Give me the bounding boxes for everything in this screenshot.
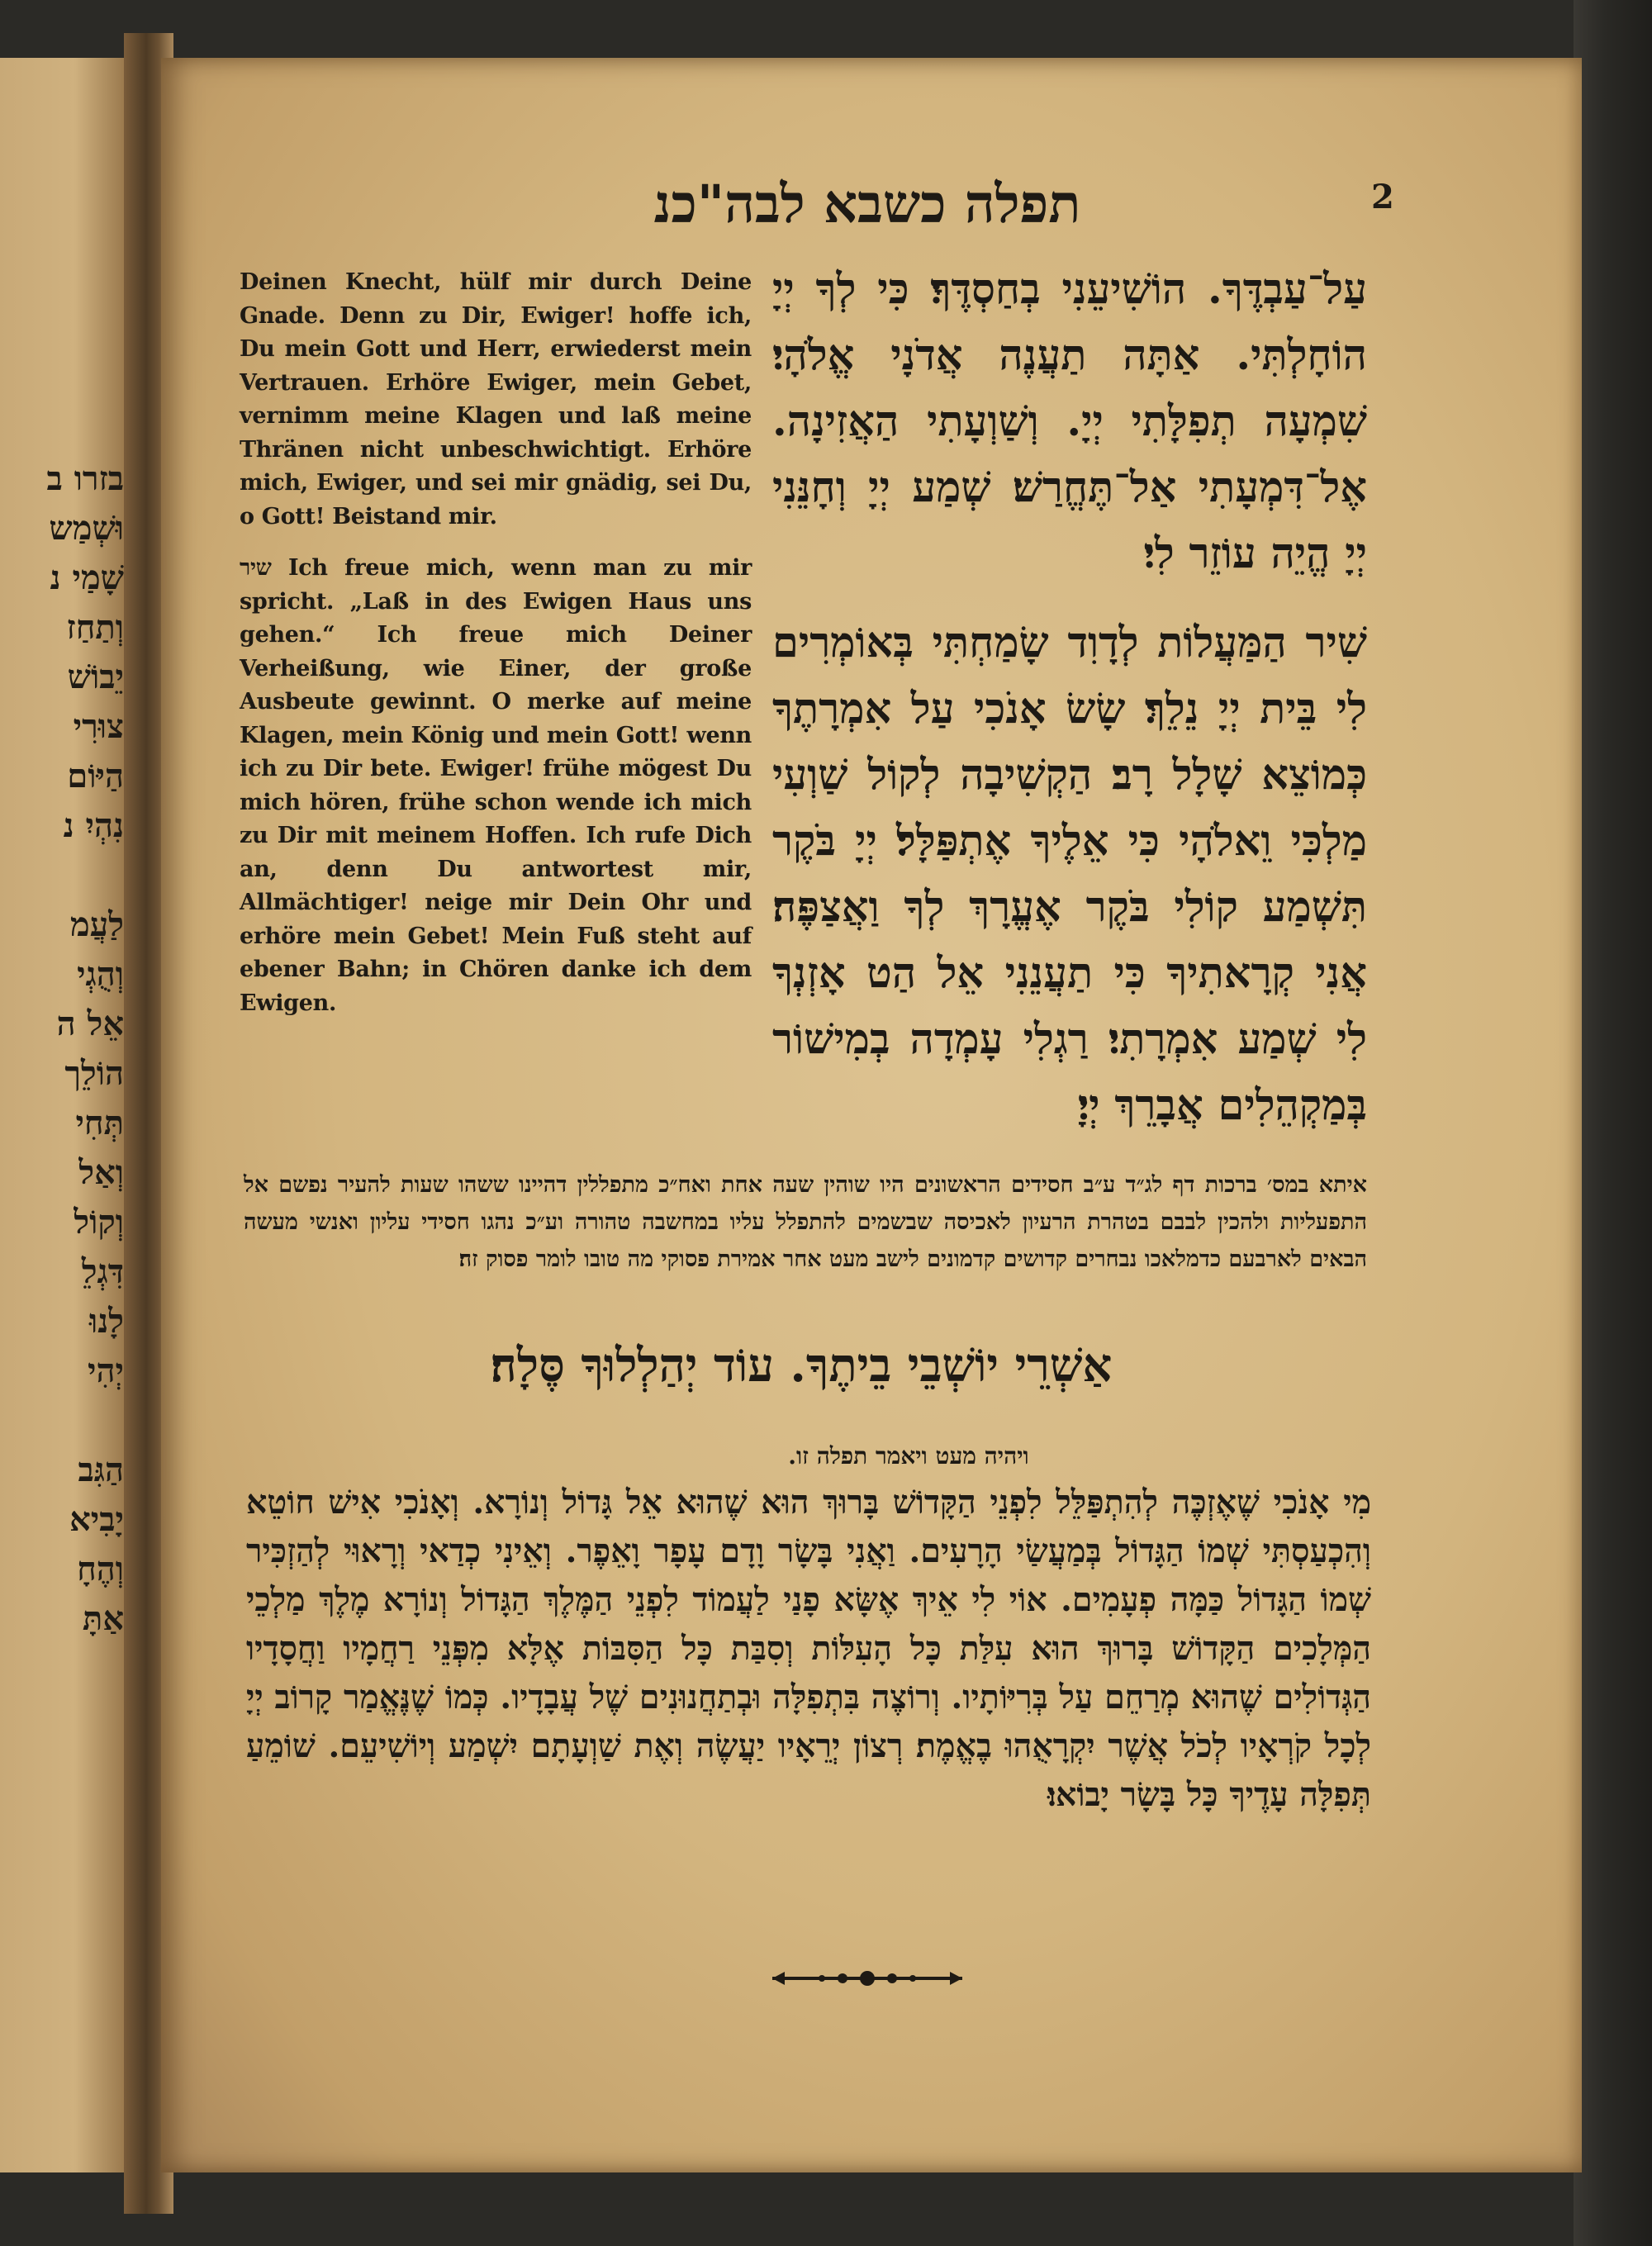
german-translation-column [240, 266, 752, 1020]
left-page-fragment: יָבִיא [69, 1500, 124, 1539]
left-page-text-fragments [0, 454, 124, 1644]
prayer-paragraph: מִי אָנֹכִי שֶׁאֶזְכֶּה לְהִתְפַּלֵּל לִפְנֵי הַקָּדוֹשׁ בָּרוּךְ הוּא שֶׁהוּא אֵל גָּדוֹל וְנוֹרָא. וְאָנֹכִי אִישׁ חוֹטֵא וְהִכְעַסְתִּי שְׁמוֹ הַגָּדוֹל בְּמַעֲשַׂי הָרָעִים. וַאֲנִי בָּשָׂר וָדָם עָפָר וָאֵפֶר. וְאֵינִי כְדַאי וְרָאוּי לְהַזְכִּיר שְׁמוֹ הַגָּדוֹל כַּמָּה פְעָמִים. אוֹי לִי אֵיךְ אֶשָּׂא פָנַי לַעֲמוֹד לִפְנֵי הַמֶּלֶךְ הַגָּדוֹל וְנוֹרָא מֶלֶךְ מַלְכֵי הַמְּלָכִים הַקָּדוֹשׁ בָּרוּךְ הוּא עִלַּת כָּל הָעִלּוֹת וְסִבַּת כָּל הַסִּבּוֹת אֶלָּא מִפְּנֵי רַחֲמָיו וַחֲסָדָיו הַגְּדוֹלִים שֶׁהוּא מְרַחֵם עַל בְּרִיּוֹתָיו. וְרוֹצֶה בִּתְפִלָּה וּבְתַחֲנוּנִים שֶׁל עֲבָדָיו. כְּמוֹ שֶׁנֶּאֱמַר קָרוֹב יְיָ לְכָל קֹרְאָיו לְכֹל אֲשֶׁר יִקְרָאֻהוּ בֶאֱמֶת׃ רְצוֹן יְרֵאָיו יַעֲשֶׂה וְאֶת שַׁוְעָתָם יִשְׁמַע וְיוֹשִׁיעֵם. שׁוֹמֵעַ תְּפִלָּה עָדֶיךָ כָּל בָּשָׂר יָבוֹאוּ׃ [246, 1484, 1371, 1814]
left-page-fragment: הוֹלֵך [64, 1054, 124, 1093]
left-page-fragment: אֵל ה [56, 1004, 124, 1043]
left-page-fragment: דִּגְלֵ [81, 1252, 124, 1291]
left-page-fragment [0, 851, 124, 900]
left-page-fragment: לָנוּ [89, 1302, 124, 1341]
left-page-fragment: אַתָּ [82, 1599, 124, 1638]
left-page-fragment: הַיּוֹם [67, 757, 124, 795]
left-page-fragment: בזרו ב [46, 459, 124, 498]
german-paragraph-2: שיר Ich freue mich, wenn man zu mir spricht. „Laß in des Ewigen Haus uns gehen.“ Ich freue mich Deiner Verheißung, wie Einer, der große Ausbeute gewinnt. O merke auf meine Klagen, mein König und mein Gott! wenn ich zu Dir bete. Ewiger! frühe mögest Du mich hören, frühe schon wende ich mich zu Dir mit meinem Hoffen. Ich rufe Dich an, denn Du antwortest mir, Allmächtiger! neige mir Dein Ohr und erhöre mein Gebet! Mein Fuß steht auf ebener Bahn; in Chören danke ich dem Ewigen. [240, 555, 752, 1016]
ornament-divider [768, 1962, 966, 1995]
page-number: 2 [1371, 178, 1394, 216]
left-page-fragment: יֵבוֹשׁ [67, 658, 124, 696]
left-page-fragment: הַגִּב [78, 1451, 124, 1489]
left-page [0, 58, 124, 2172]
left-page-fragment: וּשְׁמַש [49, 509, 124, 548]
left-page-fragment: וְהֶחָ [77, 1550, 124, 1588]
instruction-line: ויהיה מעט ויאמר תפלה זו. [788, 1442, 1029, 1470]
running-title: תפלה כשבא לבה"כנ [653, 173, 1081, 235]
hebrew-psalm-column [772, 256, 1367, 1138]
rashi-script-note: איתא במס׳ ברכות דף לג״ד ע״ב חסידים הראשונים היו שוהין שעה אחת ואח״כ מתפללין דהיינו ששהו שעות להעיר נפשם אל התפעליות ולהכין לבבם בטהרת הרעיון לאכיסה שבשמים להתפלל עליו במחשבה טהורה וע״כ נהגו חסידי עליון ואנשי מעשה הבאים לארבעם כדמלאכו נבחרים קדושים קדמונים לישב מעט אחר אמירת פסוקי מה טובו לומר פסוק זה׃ [244, 1172, 1367, 1272]
left-page-fragment: צוּרִי [73, 707, 124, 746]
ashrei-verse: אַשְׁרֵי יוֹשְׁבֵי בֵיתֶךָ. עוֹד יְהַלְלוּךָ סֶּלָה׃ [490, 1338, 1113, 1393]
left-page-fragment: וְתַחַז [66, 608, 124, 647]
left-page-fragment: יְהִי [88, 1351, 124, 1390]
left-page-fragment: וְקוֹל [74, 1203, 124, 1242]
book-cover-edge [1574, 0, 1652, 2246]
left-page-fragment: שָׁמַי נ [50, 558, 124, 597]
left-page-fragment: לַעֲמ [69, 905, 124, 944]
left-page-fragment: תְּחִי [75, 1104, 124, 1142]
left-page-fragment [0, 1396, 124, 1446]
hebrew-paragraph-1: עַל־עַבְדֶּךָ. הוֹשִׁיעֵנִי בְחַסְדֶּךָ׃ כִּי לְךָ יְיָ הוֹחָלְתִּי. אַתָּה תַעֲנֶה אֲדֹנָי אֱלֹהָי׃ שִׁמְעָה תְפִלָּתִי יְיָ. וְשַׁוְעָתִי הַאֲזִינָה. אֶל־דִּמְעָתִי אַל־תֶּחֱרַשׁ׃ שְׁמַע יְיָ וְחָנֵּנִי יְיָ הֱיֵה עוֹזֵר לִי׃ [772, 264, 1367, 578]
german-paragraph-1: Deinen Knecht, hülf mir durch Deine Gnade. Denn zu Dir, Ewiger! hoffe ich, Du mein Gott und Herr, erwiederst mein Vertrauen. Erhöre Ewiger, mein Gebet, vernimm meine Klagen und laß meine Thränen nicht unbeschwichtigt. Erhöre mich, Ewiger, und sei mir gnädig, sei Du, o Gott! Beistand mir. [240, 269, 752, 529]
left-page-fragment: נִהְיִ נ [63, 806, 124, 845]
hebrew-paragraph-shir-hamaalot: שִׁיר הַמַּעֲלוֹת לְדָוִד שָׂמַחְתִּי בְּאוֹמְרִים לִי בֵּית יְיָ נֵלֵךְ׃ שָׂשׂ אָנֹכִי עַל אִמְרָתֶךָ כְּמוֹצֵא שָׁלָל רָב׃ הַקְשִׁיבָה לְקוֹל שַׁוְעִי מַלְכִּי וֵאלֹהָי כִּי אֵלֶיךָ אֶתְפַּלָּל׃ יְיָ בֹּקֶר תִּשְׁמַע קוֹלִי בֹּקֶר אֶעֱרָךְ לְךָ וַאֲצַפֶּה׃ אֲנִי קְרָאתִיךָ כִּי תַעֲנֵנִי אֵל הַט אָזְנְךָ לִי שְׁמַע אִמְרָתִי׃ רַגְלִי עָמְדָה בְמִישׁוֹר בְּמַקְהֵלִים אֲבָרֵךְ יְיָ׃ [772, 618, 1367, 1130]
left-page-fragment: וְהֻגְי [77, 955, 124, 994]
left-page-fragment: וְאַל [78, 1153, 124, 1192]
